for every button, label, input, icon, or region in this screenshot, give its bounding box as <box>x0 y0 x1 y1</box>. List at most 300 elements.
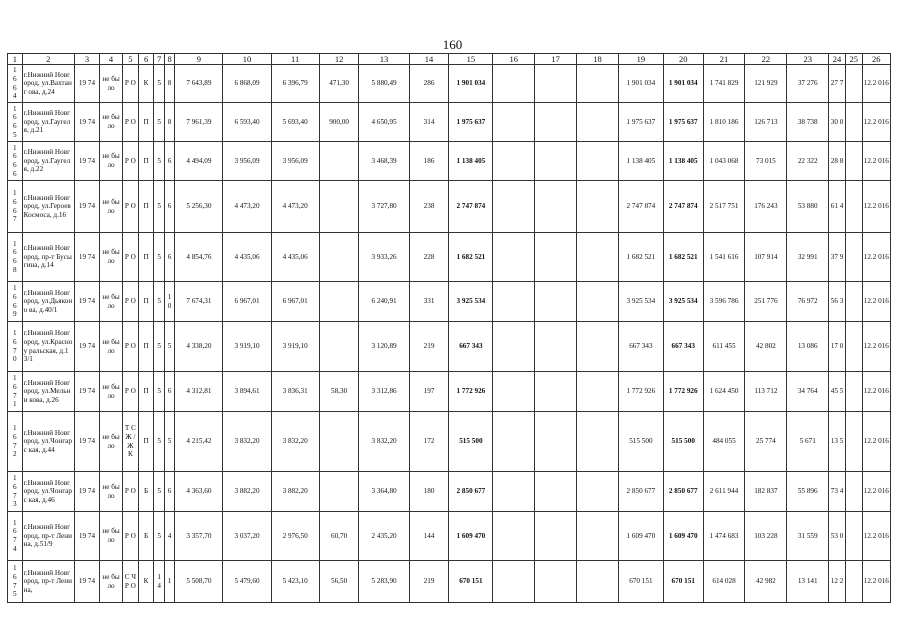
table-cell: 13 141 <box>787 561 829 603</box>
table-cell: 180 <box>409 472 449 512</box>
table-row <box>8 103 891 142</box>
column-header: 10 <box>223 54 271 65</box>
table-cell: 3 357,70 <box>175 512 223 561</box>
table-cell <box>319 181 359 233</box>
table-cell <box>319 142 359 181</box>
table-cell <box>319 412 359 472</box>
table-cell: 471,30 <box>319 65 359 103</box>
table-row <box>8 512 891 561</box>
table-cell: 126 713 <box>745 103 787 142</box>
table-cell: 5 <box>154 412 164 472</box>
table-cell: г.Нижний Новгород, пр-т Ленина, д.51/9 <box>22 512 74 561</box>
column-header: 16 <box>493 54 535 65</box>
table-cell <box>319 282 359 322</box>
table-cell: 76 972 <box>787 282 829 322</box>
table-cell: 5 <box>164 412 174 472</box>
table-cell: 19 74 <box>74 282 99 322</box>
column-header: 20 <box>663 54 703 65</box>
table-cell: Р О <box>123 65 139 103</box>
table-cell: 22 322 <box>787 142 829 181</box>
table-cell: Р О <box>123 512 139 561</box>
table-cell: 611 455 <box>703 322 745 372</box>
table-cell <box>535 65 577 103</box>
table-cell: 6 <box>164 472 174 512</box>
table-cell: 3 832,20 <box>271 412 319 472</box>
table-cell <box>535 372 577 412</box>
table-cell: 2 976,50 <box>271 512 319 561</box>
table-cell: не было <box>100 282 123 322</box>
table-cell: Р О <box>123 322 139 372</box>
table-cell: 5 880,49 <box>359 65 409 103</box>
table-cell: 27 7 <box>829 65 846 103</box>
table-cell: 3 836,31 <box>271 372 319 412</box>
table-cell: 219 <box>409 561 449 603</box>
table-cell: 3 933,26 <box>359 233 409 282</box>
table-cell: 4 473,20 <box>223 181 271 233</box>
table-cell: 515 500 <box>663 412 703 472</box>
table-cell: 515 500 <box>618 412 663 472</box>
table-cell: 58,30 <box>319 372 359 412</box>
column-header: 24 <box>829 54 846 65</box>
table-cell: Б <box>138 472 154 512</box>
table-cell: 60,70 <box>319 512 359 561</box>
table-cell: 5 283,90 <box>359 561 409 603</box>
table-cell <box>493 142 535 181</box>
table-cell <box>535 412 577 472</box>
table-cell: г.Нижний Новгород, ул.Чонгарс кая, д.46 <box>22 472 74 512</box>
table-cell: 3 925 534 <box>449 282 493 322</box>
column-header: 7 <box>154 54 164 65</box>
table-cell <box>845 322 862 372</box>
table-cell: 1 138 405 <box>449 142 493 181</box>
table-cell: П <box>138 103 154 142</box>
table-cell: г.Нижний Новгород, ул.Гаугеля, д.21 <box>22 103 74 142</box>
table-cell: 1 0 <box>164 282 174 322</box>
table-row <box>8 181 891 233</box>
table-cell: 12.2 016 <box>862 561 890 603</box>
table-cell <box>845 372 862 412</box>
column-header: 15 <box>449 54 493 65</box>
table-cell: 6 240,91 <box>359 282 409 322</box>
table-cell: г.Нижний Новгород, ул.Красноу ральская, д.13/1 <box>22 322 74 372</box>
table-cell: 1 772 926 <box>618 372 663 412</box>
table-cell: 121 929 <box>745 65 787 103</box>
table-cell <box>493 372 535 412</box>
table-cell: 1 6 7 4 <box>8 512 23 561</box>
table-cell: 38 738 <box>787 103 829 142</box>
table-cell <box>845 65 862 103</box>
column-header: 17 <box>535 54 577 65</box>
table-cell <box>493 472 535 512</box>
table-cell: 8 <box>164 103 174 142</box>
table-cell: 1 741 829 <box>703 65 745 103</box>
table-cell: 37 9 <box>829 233 846 282</box>
table-cell: 182 837 <box>745 472 787 512</box>
table-cell: не было <box>100 472 123 512</box>
table-cell: П <box>138 142 154 181</box>
table-cell: 53 0 <box>829 512 846 561</box>
table-cell: 5 <box>154 103 164 142</box>
table-cell: не было <box>100 512 123 561</box>
table-cell: 12.2 016 <box>862 282 890 322</box>
table-cell: 56 3 <box>829 282 846 322</box>
table-cell: 1 901 034 <box>618 65 663 103</box>
table-cell: 4 435,06 <box>223 233 271 282</box>
table-cell: 1 6 7 1 <box>8 372 23 412</box>
table-cell: 228 <box>409 233 449 282</box>
table-cell: 19 74 <box>74 322 99 372</box>
column-header: 8 <box>164 54 174 65</box>
table-cell: не было <box>100 181 123 233</box>
table-cell: 5 <box>154 322 164 372</box>
table-cell: 1 4 <box>154 561 164 603</box>
table-cell <box>535 512 577 561</box>
table-cell <box>319 322 359 372</box>
column-header: 5 <box>123 54 139 65</box>
table-cell: Р О <box>123 472 139 512</box>
table-cell <box>493 65 535 103</box>
table-cell: 614 028 <box>703 561 745 603</box>
table-cell <box>319 472 359 512</box>
table-cell: 3 919,10 <box>223 322 271 372</box>
table-cell: 3 468,39 <box>359 142 409 181</box>
table-cell: 107 914 <box>745 233 787 282</box>
table-cell <box>845 181 862 233</box>
page-number: 160 <box>442 37 463 52</box>
table-cell: 1 043 068 <box>703 142 745 181</box>
table-cell: 25 774 <box>745 412 787 472</box>
table-cell: 17 0 <box>829 322 846 372</box>
table-cell: Р О <box>123 103 139 142</box>
table-cell: 5 <box>154 472 164 512</box>
table-cell <box>577 472 619 512</box>
table-cell <box>845 103 862 142</box>
table-cell: г.Нижний Новгород, пр-т Ленина, <box>22 561 74 603</box>
table-cell <box>845 561 862 603</box>
table-cell: 12 2 <box>829 561 846 603</box>
table-cell: 314 <box>409 103 449 142</box>
table-cell: 42 802 <box>745 322 787 372</box>
table-cell: 6 593,40 <box>223 103 271 142</box>
table-cell: П <box>138 233 154 282</box>
table-cell: 5 693,40 <box>271 103 319 142</box>
table-cell: 12.2 016 <box>862 142 890 181</box>
table-cell: 3 596 786 <box>703 282 745 322</box>
table-cell: г.Нижний Новгород, ул.Вахтанг ова, д.24 <box>22 65 74 103</box>
table-cell: 1 624 450 <box>703 372 745 412</box>
table-cell: П <box>138 282 154 322</box>
table-row <box>8 142 891 181</box>
table-cell: 286 <box>409 65 449 103</box>
table-cell: 37 276 <box>787 65 829 103</box>
table-cell <box>535 322 577 372</box>
table-cell <box>577 65 619 103</box>
table-cell: 6 396,79 <box>271 65 319 103</box>
table-cell: г.Нижний Новгород, ул.Дьяконо ва, д.40/1 <box>22 282 74 322</box>
table-cell: 73 015 <box>745 142 787 181</box>
table-cell: Р О <box>123 233 139 282</box>
table-cell: г.Нижний Новгород, ул.Чонгарс кая, д.44 <box>22 412 74 472</box>
table-cell: 2 747 874 <box>449 181 493 233</box>
table-cell <box>845 472 862 512</box>
table-cell: 1 609 470 <box>663 512 703 561</box>
table-cell: 6 <box>164 233 174 282</box>
table-cell: 12.2 016 <box>862 103 890 142</box>
table-cell: 251 776 <box>745 282 787 322</box>
column-header: 23 <box>787 54 829 65</box>
table-cell: 1 6 6 6 <box>8 142 23 181</box>
table-cell <box>577 233 619 282</box>
table-cell: не было <box>100 322 123 372</box>
table-cell <box>535 561 577 603</box>
table-cell: 4 215,42 <box>175 412 223 472</box>
table-cell: 176 243 <box>745 181 787 233</box>
table-cell: 19 74 <box>74 142 99 181</box>
table-cell: Р О <box>123 181 139 233</box>
table-cell: 19 74 <box>74 65 99 103</box>
table-cell: 5 671 <box>787 412 829 472</box>
table-cell: 4 494,09 <box>175 142 223 181</box>
table-cell: г.Нижний Новгород, пр-т Бусыгина, д.14 <box>22 233 74 282</box>
table-cell: 667 343 <box>618 322 663 372</box>
table-cell <box>493 282 535 322</box>
table-cell: не было <box>100 65 123 103</box>
table-row <box>8 372 891 412</box>
table-cell: С Ч Р О <box>123 561 139 603</box>
column-header: 4 <box>100 54 123 65</box>
table-cell: 3 312,86 <box>359 372 409 412</box>
table-cell: 19 74 <box>74 233 99 282</box>
table-cell: 1 772 926 <box>663 372 703 412</box>
table-cell: г.Нижний Новгород, ул.Мельни кова, д.26 <box>22 372 74 412</box>
column-header: 1 <box>8 54 23 65</box>
column-header: 11 <box>271 54 319 65</box>
table-cell: не было <box>100 412 123 472</box>
table-cell: 61 4 <box>829 181 846 233</box>
table-cell <box>493 181 535 233</box>
table-cell: 103 228 <box>745 512 787 561</box>
column-header: 22 <box>745 54 787 65</box>
column-header: 19 <box>618 54 663 65</box>
table-cell <box>845 412 862 472</box>
column-header: 6 <box>138 54 154 65</box>
table-cell: 6 <box>164 142 174 181</box>
table-cell: 3 925 534 <box>663 282 703 322</box>
table-cell <box>845 282 862 322</box>
table-cell <box>535 103 577 142</box>
table-cell <box>319 233 359 282</box>
table-row <box>8 561 891 603</box>
column-header: 14 <box>409 54 449 65</box>
table-cell: 5 <box>164 322 174 372</box>
table-cell: 19 74 <box>74 412 99 472</box>
table-cell: 19 74 <box>74 472 99 512</box>
table-cell: 13 086 <box>787 322 829 372</box>
table-cell <box>493 561 535 603</box>
table-cell: 2 850 677 <box>663 472 703 512</box>
table-cell: Р О <box>123 142 139 181</box>
table-cell: 1 138 405 <box>663 142 703 181</box>
table-cell <box>577 512 619 561</box>
table-cell: 1 682 521 <box>618 233 663 282</box>
table-cell: 4 435,06 <box>271 233 319 282</box>
table-row <box>8 65 891 103</box>
table-cell: 515 500 <box>449 412 493 472</box>
table-cell: 30 0 <box>829 103 846 142</box>
table-cell: 56,50 <box>319 561 359 603</box>
table-cell <box>535 233 577 282</box>
column-header: 2 <box>22 54 74 65</box>
table-cell: 7 643,89 <box>175 65 223 103</box>
table-cell: не было <box>100 103 123 142</box>
table-cell: 5 <box>154 282 164 322</box>
table-cell: 1 6 7 5 <box>8 561 23 603</box>
table-cell: 5 <box>154 142 164 181</box>
column-header: 18 <box>577 54 619 65</box>
table-cell: 12.2 016 <box>862 65 890 103</box>
table-cell: П <box>138 372 154 412</box>
table-cell: 2 850 677 <box>618 472 663 512</box>
table-cell: 1 682 521 <box>663 233 703 282</box>
table-cell: 1 975 637 <box>618 103 663 142</box>
table-cell <box>493 512 535 561</box>
table-cell: 6 <box>164 181 174 233</box>
table-cell <box>535 282 577 322</box>
table-cell: 1 6 6 4 <box>8 65 23 103</box>
column-header: 21 <box>703 54 745 65</box>
table-cell: 2 850 677 <box>449 472 493 512</box>
table-cell: 1 682 521 <box>449 233 493 282</box>
table-cell: 331 <box>409 282 449 322</box>
table-cell: 5 <box>154 512 164 561</box>
table-cell: 1 541 616 <box>703 233 745 282</box>
table-cell: 5 <box>154 65 164 103</box>
table-cell: 484 055 <box>703 412 745 472</box>
table-cell: 667 343 <box>663 322 703 372</box>
table-cell: 3 727,80 <box>359 181 409 233</box>
table-cell: 4 <box>164 512 174 561</box>
table-cell: 900,00 <box>319 103 359 142</box>
table-cell: 73 4 <box>829 472 846 512</box>
table-cell: 4 650,95 <box>359 103 409 142</box>
table-cell <box>577 142 619 181</box>
table-cell: 12.2 016 <box>862 512 890 561</box>
column-header: 26 <box>862 54 890 65</box>
table-cell: 1 6 7 3 <box>8 472 23 512</box>
table-cell <box>577 372 619 412</box>
table-cell: 2 747 874 <box>618 181 663 233</box>
table-cell: 1 138 405 <box>618 142 663 181</box>
table-cell: 3 882,20 <box>271 472 319 512</box>
table-cell: 6 <box>164 372 174 412</box>
table-cell: 1 901 034 <box>449 65 493 103</box>
table-cell: 12.2 016 <box>862 233 890 282</box>
table-cell: не было <box>100 561 123 603</box>
table-cell <box>577 181 619 233</box>
table-cell: 1 609 470 <box>449 512 493 561</box>
table-cell: 2 435,20 <box>359 512 409 561</box>
column-header: 3 <box>74 54 99 65</box>
table-cell: 1 6 7 0 <box>8 322 23 372</box>
table-cell: 3 037,20 <box>223 512 271 561</box>
table-cell: 2 611 944 <box>703 472 745 512</box>
table-cell: 3 894,61 <box>223 372 271 412</box>
table-cell: К <box>138 65 154 103</box>
table-cell: 238 <box>409 181 449 233</box>
table-cell: не было <box>100 233 123 282</box>
table-cell: 55 896 <box>787 472 829 512</box>
table-cell: П <box>138 322 154 372</box>
table-cell <box>493 103 535 142</box>
table-cell: 12.2 016 <box>862 181 890 233</box>
table-cell: 6 868,09 <box>223 65 271 103</box>
table-cell: 219 <box>409 322 449 372</box>
table-cell: 13 5 <box>829 412 846 472</box>
table-cell: 144 <box>409 512 449 561</box>
table-cell: 19 74 <box>74 103 99 142</box>
table-cell: 42 982 <box>745 561 787 603</box>
table-cell: г.Нижний Новгород, ул.Гаугеля, д.22 <box>22 142 74 181</box>
table-cell: 5 508,70 <box>175 561 223 603</box>
table-cell: 186 <box>409 142 449 181</box>
table-cell: 1 975 637 <box>449 103 493 142</box>
table-row <box>8 322 891 372</box>
table-cell: 32 991 <box>787 233 829 282</box>
table-cell: 6 967,01 <box>223 282 271 322</box>
table-cell: 4 854,76 <box>175 233 223 282</box>
table-cell: 34 764 <box>787 372 829 412</box>
table-cell <box>845 142 862 181</box>
table-cell: г.Нижний Новгород, ул.Героев Космоса, д.16 <box>22 181 74 233</box>
table-cell: 5 423,10 <box>271 561 319 603</box>
table-cell: 53 880 <box>787 181 829 233</box>
table-header-row <box>8 54 891 65</box>
table-row <box>8 233 891 282</box>
table-cell: 1 6 6 5 <box>8 103 23 142</box>
table-cell: 3 919,10 <box>271 322 319 372</box>
table-cell: 28 8 <box>829 142 846 181</box>
table-cell: 1 772 926 <box>449 372 493 412</box>
column-header: 9 <box>175 54 223 65</box>
table-cell: Р О <box>123 372 139 412</box>
table-cell: 6 967,01 <box>271 282 319 322</box>
table-cell: 3 120,89 <box>359 322 409 372</box>
table-cell: 3 882,20 <box>223 472 271 512</box>
table-cell: 12.2 016 <box>862 412 890 472</box>
table-cell: 7 961,39 <box>175 103 223 142</box>
table-cell: 8 <box>164 65 174 103</box>
table-cell: 31 559 <box>787 512 829 561</box>
column-header: 12 <box>319 54 359 65</box>
table-cell <box>577 561 619 603</box>
table-cell: 2 517 751 <box>703 181 745 233</box>
table-cell: 1 6 7 2 <box>8 412 23 472</box>
table-cell <box>493 322 535 372</box>
table-cell: 2 747 874 <box>663 181 703 233</box>
table-cell <box>845 512 862 561</box>
table-cell: 19 74 <box>74 372 99 412</box>
table-cell: 3 364,80 <box>359 472 409 512</box>
table-cell: 1 6 6 7 <box>8 181 23 233</box>
table-cell: Т С Ж / Ж К <box>123 412 139 472</box>
table-cell: 45 5 <box>829 372 846 412</box>
table-cell: 19 74 <box>74 181 99 233</box>
table-cell <box>535 181 577 233</box>
table-cell: не было <box>100 142 123 181</box>
table-cell: Б <box>138 512 154 561</box>
table-cell: 5 <box>154 233 164 282</box>
table-cell <box>577 412 619 472</box>
